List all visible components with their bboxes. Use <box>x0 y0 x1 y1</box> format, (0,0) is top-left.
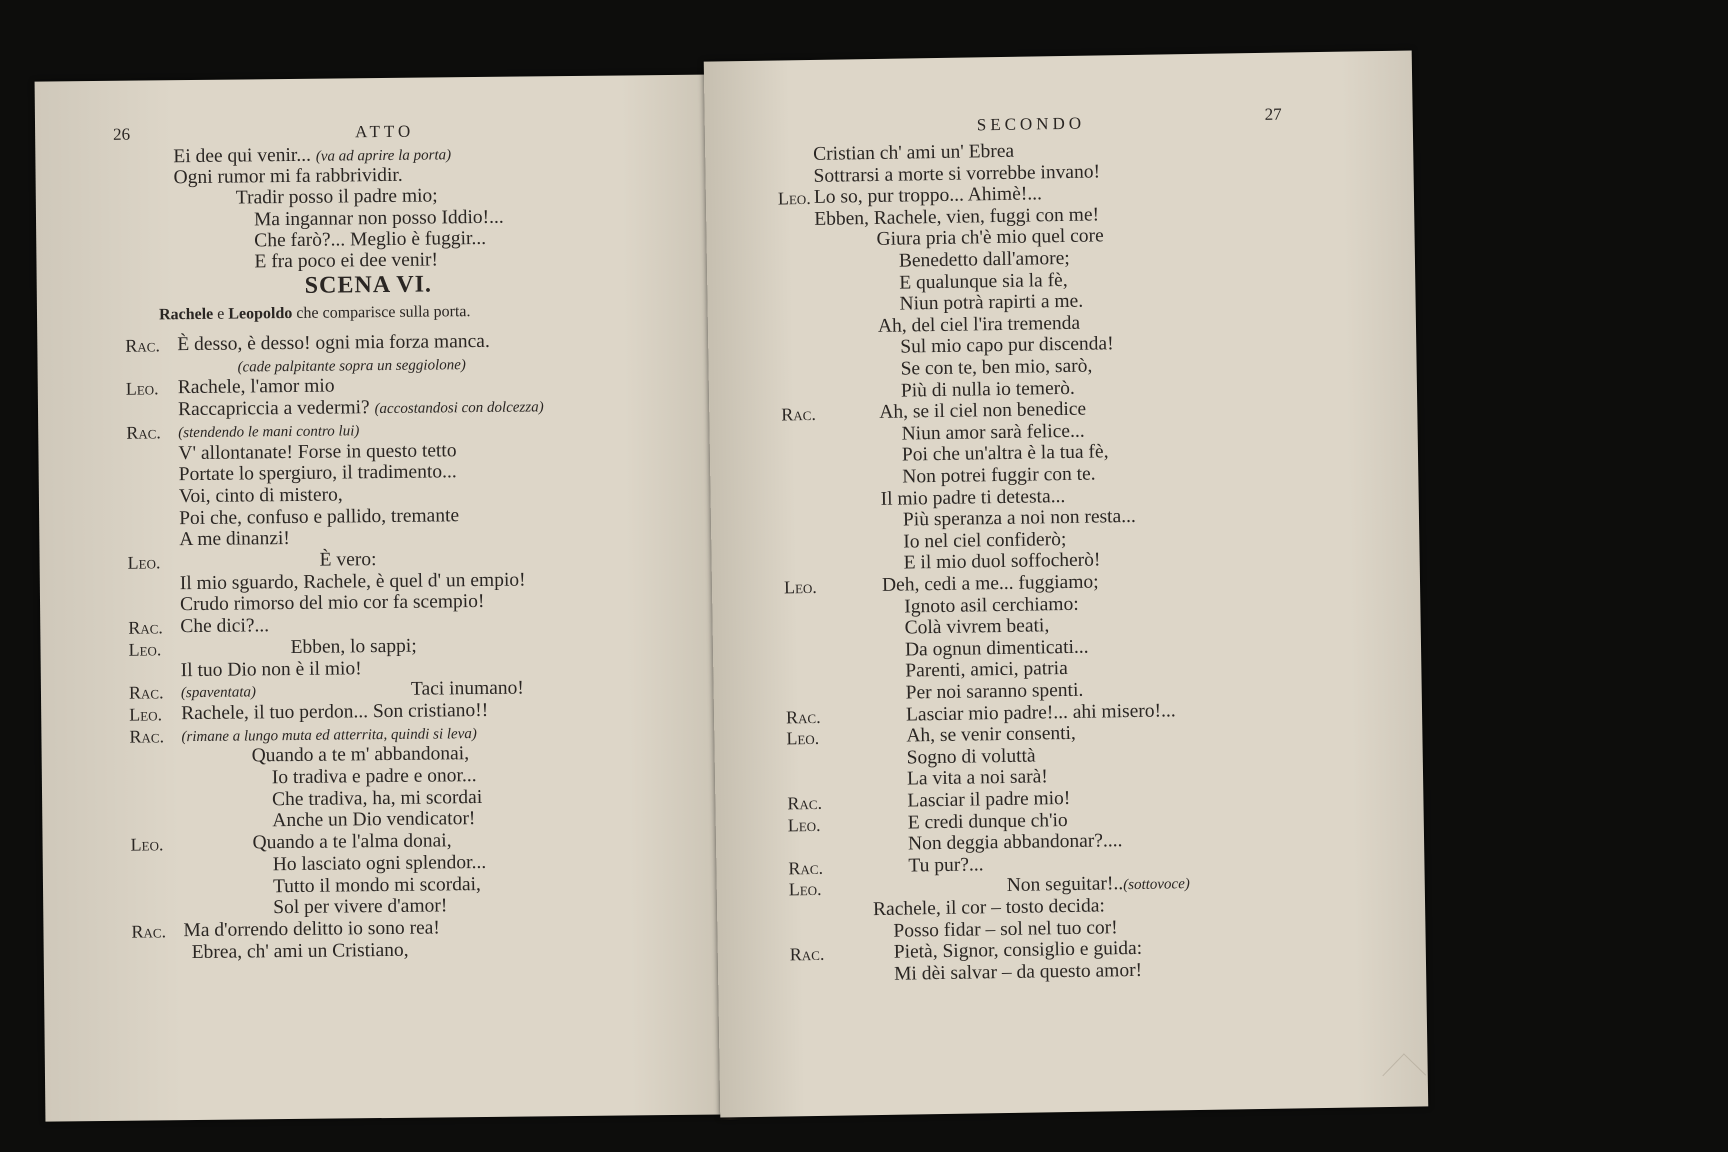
verse-text <box>273 852 487 876</box>
speaker-label: Leo. <box>788 879 822 900</box>
speaker-label: Rac. <box>126 422 161 443</box>
verse-text: Taci inumano! <box>410 677 524 700</box>
verse-words: Non deggia abbandonar?.... <box>907 830 1123 855</box>
speaker-label: Rac. <box>125 335 161 356</box>
speaker-label: Rac. <box>788 857 824 879</box>
verse-text <box>899 248 1070 273</box>
verse-words: Più di nulla io temerò. <box>900 377 1075 402</box>
verse-words: Niun amor sarà felice... <box>901 420 1085 445</box>
verse-words: Colà vivrem beati, <box>904 615 1050 639</box>
verse-words: Mi dèi salvar – da questo amor! <box>893 959 1143 985</box>
verse-words: Quando a te l'alma donai, <box>252 830 452 854</box>
verse-words: Sogno di voluttà <box>906 745 1036 769</box>
verse-words: Sul mio capo pur discenda! <box>900 333 1114 358</box>
verse-text <box>181 681 256 705</box>
speaker-label: Leo. <box>787 814 821 835</box>
speaker-label: Rac. <box>128 682 164 703</box>
verse-text <box>237 353 466 378</box>
speaker-label: Rac. <box>128 617 163 638</box>
verse-words: Ah, se il ciel non benedice <box>879 398 1087 424</box>
stage-direction: (accostandosi con dolcezza) <box>374 399 544 418</box>
verse-text <box>273 874 481 898</box>
page-number: 27 <box>1264 104 1282 124</box>
verse-words: Tu pur?... <box>908 854 984 877</box>
stage-direction: (rimane a lungo muta ed atterrita, quindi si leva) <box>181 725 477 745</box>
verse-words: Ma d'orrendo delitto io sono rea! <box>183 917 440 942</box>
verse-text <box>178 395 544 422</box>
verse-words: Benedetto dall'amore; <box>898 247 1070 272</box>
verse-text <box>179 528 290 551</box>
verse-text <box>179 505 459 530</box>
verse-text <box>876 226 1103 252</box>
speaker-label: Leo. <box>129 704 163 725</box>
verse-text <box>894 960 1142 986</box>
verse-text <box>180 591 485 616</box>
verse-words: Posso fidar – sol nel tuo cor! <box>893 916 1118 942</box>
verse-words: Raccapriccia a vedermi? <box>177 397 375 421</box>
speaker-label: Leo. <box>128 639 162 660</box>
verse-words: Io nel ciel confiderò; <box>903 528 1067 553</box>
verse-words: Lasciar il padre mio! <box>907 787 1071 812</box>
verse-text <box>902 464 1096 489</box>
verse-words: Crudo rimorso del mio cor fa scempio! <box>179 591 485 616</box>
verse-words: Quando a te m' abbandonai, <box>251 743 470 767</box>
verse-words: È vero: <box>319 549 377 571</box>
verse-words: Anche un Dio vendicator! <box>272 808 476 832</box>
verse-text <box>903 506 1136 532</box>
cast-name-leopoldo: Leopoldo <box>228 304 293 323</box>
verse-words: Se con te, ben mio, sarò, <box>900 355 1093 380</box>
verse-words: Da ognun dimenticati... <box>904 636 1089 661</box>
verse-text <box>178 376 335 400</box>
verse-text <box>179 461 457 486</box>
verse-words: La vita a noi sarà! <box>906 766 1048 790</box>
verse-words: Portate lo spergiuro, il tradimento... <box>178 461 457 486</box>
verse-words: Ebrea, ch' ami un Cristiano, <box>191 939 409 963</box>
verse-words: Ignoto asil cerchiamo: <box>904 593 1079 618</box>
verse-words: Poi che un'altra è la tua fè, <box>901 441 1109 466</box>
verse-words: Per noi saranno spenti. <box>905 679 1084 704</box>
verse-words: V' allontanate! Forse in questo tetto <box>178 439 457 464</box>
verse-text <box>252 830 451 854</box>
verse-words: Sottrarsi a morte si vorrebbe invano! <box>813 161 1101 187</box>
verse-words: Giura pria ch'è mio quel core <box>876 225 1104 251</box>
verse-text <box>183 917 440 942</box>
verse-words: Deh, cedi a me... fuggiamo; <box>881 571 1099 596</box>
verse-words: Ebben, lo sappi; <box>290 635 417 658</box>
speaker-label: Rac. <box>785 706 821 728</box>
verse-words: Rachele, il cor – tosto decida: <box>872 895 1105 921</box>
verse-words: Lasciar mio padre!... ahi misero!... <box>905 699 1176 726</box>
verse-words: Più speranza a noi non resta... <box>902 506 1136 531</box>
verse-text <box>905 615 1050 639</box>
verse-text <box>272 765 477 789</box>
verse-text <box>192 939 409 963</box>
verse-text <box>907 788 1070 813</box>
verse-words: Ho lasciato ogni splendor... <box>272 851 487 875</box>
running-header: ATTO <box>355 121 415 142</box>
verse-words: È desso, è desso! ogni mia forza manca. <box>177 330 490 356</box>
verse-text <box>905 658 1068 683</box>
verse-text <box>272 808 475 832</box>
verse-text <box>181 658 362 682</box>
verse-words: Pietà, Signor, consiglio e guida: <box>893 938 1143 963</box>
verse-words: Voi, cinto di mistero, <box>178 484 343 508</box>
verse-words: Ebben, Rachele, vien, fuggi con me! <box>814 204 1100 230</box>
speaker-label: Rac. <box>789 944 825 965</box>
verse-text <box>903 529 1066 554</box>
verse-words: Lo so, pur troppo... Ahimè!... <box>813 183 1043 209</box>
verse-text <box>319 549 376 572</box>
verse-words: Il mio padre ti detesta... <box>880 485 1066 510</box>
verse-words: Non seguitar!.. <box>1006 873 1124 897</box>
verse-text <box>179 484 343 508</box>
verse-words: Che tradiva, ha, mi scordai <box>271 786 483 810</box>
speaker-label: Leo. <box>783 576 818 598</box>
stage-direction: (stendendo le mani contro lui) <box>178 423 360 441</box>
verse-words: Niun potrà rapirti a me. <box>899 290 1084 315</box>
verse-words: Che dici?... <box>180 615 270 638</box>
verse-text <box>906 700 1176 726</box>
verse-text <box>1007 872 1190 898</box>
verse-words: E credi dunque ch'io <box>907 809 1068 834</box>
verse-words: Io tradiva e padre e onor... <box>271 765 477 789</box>
verse-block <box>35 74 736 1121</box>
verse-text <box>180 615 269 638</box>
verse-words: Ah, del ciel l'ira tremenda <box>877 312 1081 337</box>
cast-direction: che comparisce sulla porta. <box>292 303 471 322</box>
verse-words: Il mio sguardo, Rachele, è quel d' un empio! <box>179 569 526 594</box>
verse-text <box>899 270 1068 295</box>
verse-text <box>813 161 1100 187</box>
speaker-label: Rac. <box>787 792 823 814</box>
verse-words: E qualunque sia la fè, <box>899 269 1068 294</box>
cast-name-rachele: Rachele <box>158 305 214 324</box>
speaker-label: Leo. <box>777 188 811 209</box>
verse-text <box>904 593 1079 618</box>
verse-words: Poi che, confuso e pallido, tremante <box>179 504 460 529</box>
right-page <box>704 51 1428 1118</box>
verse-words: Rachele, l'amor mio <box>177 375 335 399</box>
verse-text <box>290 635 416 658</box>
verse-words: A me dinanzi! <box>179 528 290 551</box>
verse-text <box>907 745 1036 769</box>
verse-text <box>906 723 1076 748</box>
speaker-label: Leo. <box>130 834 164 855</box>
running-header: SECONDO <box>976 113 1086 135</box>
verse-words: Ogni rumor mi fa rabbrividir. <box>173 164 403 189</box>
verse-words: Il tuo Dio non è il mio! <box>180 657 362 681</box>
cast-conjunction: e <box>213 305 229 323</box>
verse-words: E il mio duol soffocherò! <box>903 549 1101 574</box>
verse-words: Rachele, il tuo perdon... Son cristiano!! <box>181 699 489 725</box>
verse-text <box>908 830 1123 855</box>
verse-words: E fra poco ei dee venir! <box>254 249 439 273</box>
verse-words: Tradir posso il padre mio; <box>235 185 438 209</box>
speaker-label: Leo. <box>127 552 161 573</box>
verse-words: Che farò?... Meglio è fuggir... <box>254 227 487 252</box>
stage-direction: (va ad aprire la porta) <box>315 147 452 165</box>
verse-words: Sol per vivere d'amor! <box>273 895 448 919</box>
verse-text <box>907 767 1048 791</box>
speaker-label: Leo. <box>786 728 820 749</box>
verse-text <box>908 810 1068 835</box>
speaker-label: Leo. <box>125 378 159 400</box>
verse-text <box>273 896 447 920</box>
stage-direction: (spaventata) <box>180 684 257 702</box>
verse-words: Ma ingannar non posso Iddio!... <box>253 206 504 230</box>
speaker-label: Rac. <box>781 404 817 425</box>
speaker-label: Rac. <box>131 921 167 942</box>
verse-words: Tutto il mondo mi scordai, <box>272 873 481 897</box>
verse-words: Cristian ch' ami un' Ebrea <box>813 140 1015 165</box>
verse-block <box>704 51 1428 1118</box>
scene-title: SCENA VI. <box>304 271 433 299</box>
stage-direction: (cade palpitante sopra un seggiolone) <box>237 356 466 376</box>
verse-words: Ah, se venir consenti, <box>906 723 1077 747</box>
page-number: 26 <box>113 124 131 144</box>
verse-words: Non potrei fuggir con te. <box>902 463 1096 488</box>
stage-direction: (sottovoce) <box>1123 876 1190 894</box>
speaker-label: Rac. <box>129 725 165 747</box>
left-page <box>35 74 736 1121</box>
verse-words: Ei dee qui venir... <box>173 144 316 168</box>
verse-words: Parenti, amici, patria <box>905 658 1068 682</box>
verse-text <box>252 743 470 767</box>
verse-text <box>272 787 482 811</box>
verse-text <box>908 854 983 877</box>
